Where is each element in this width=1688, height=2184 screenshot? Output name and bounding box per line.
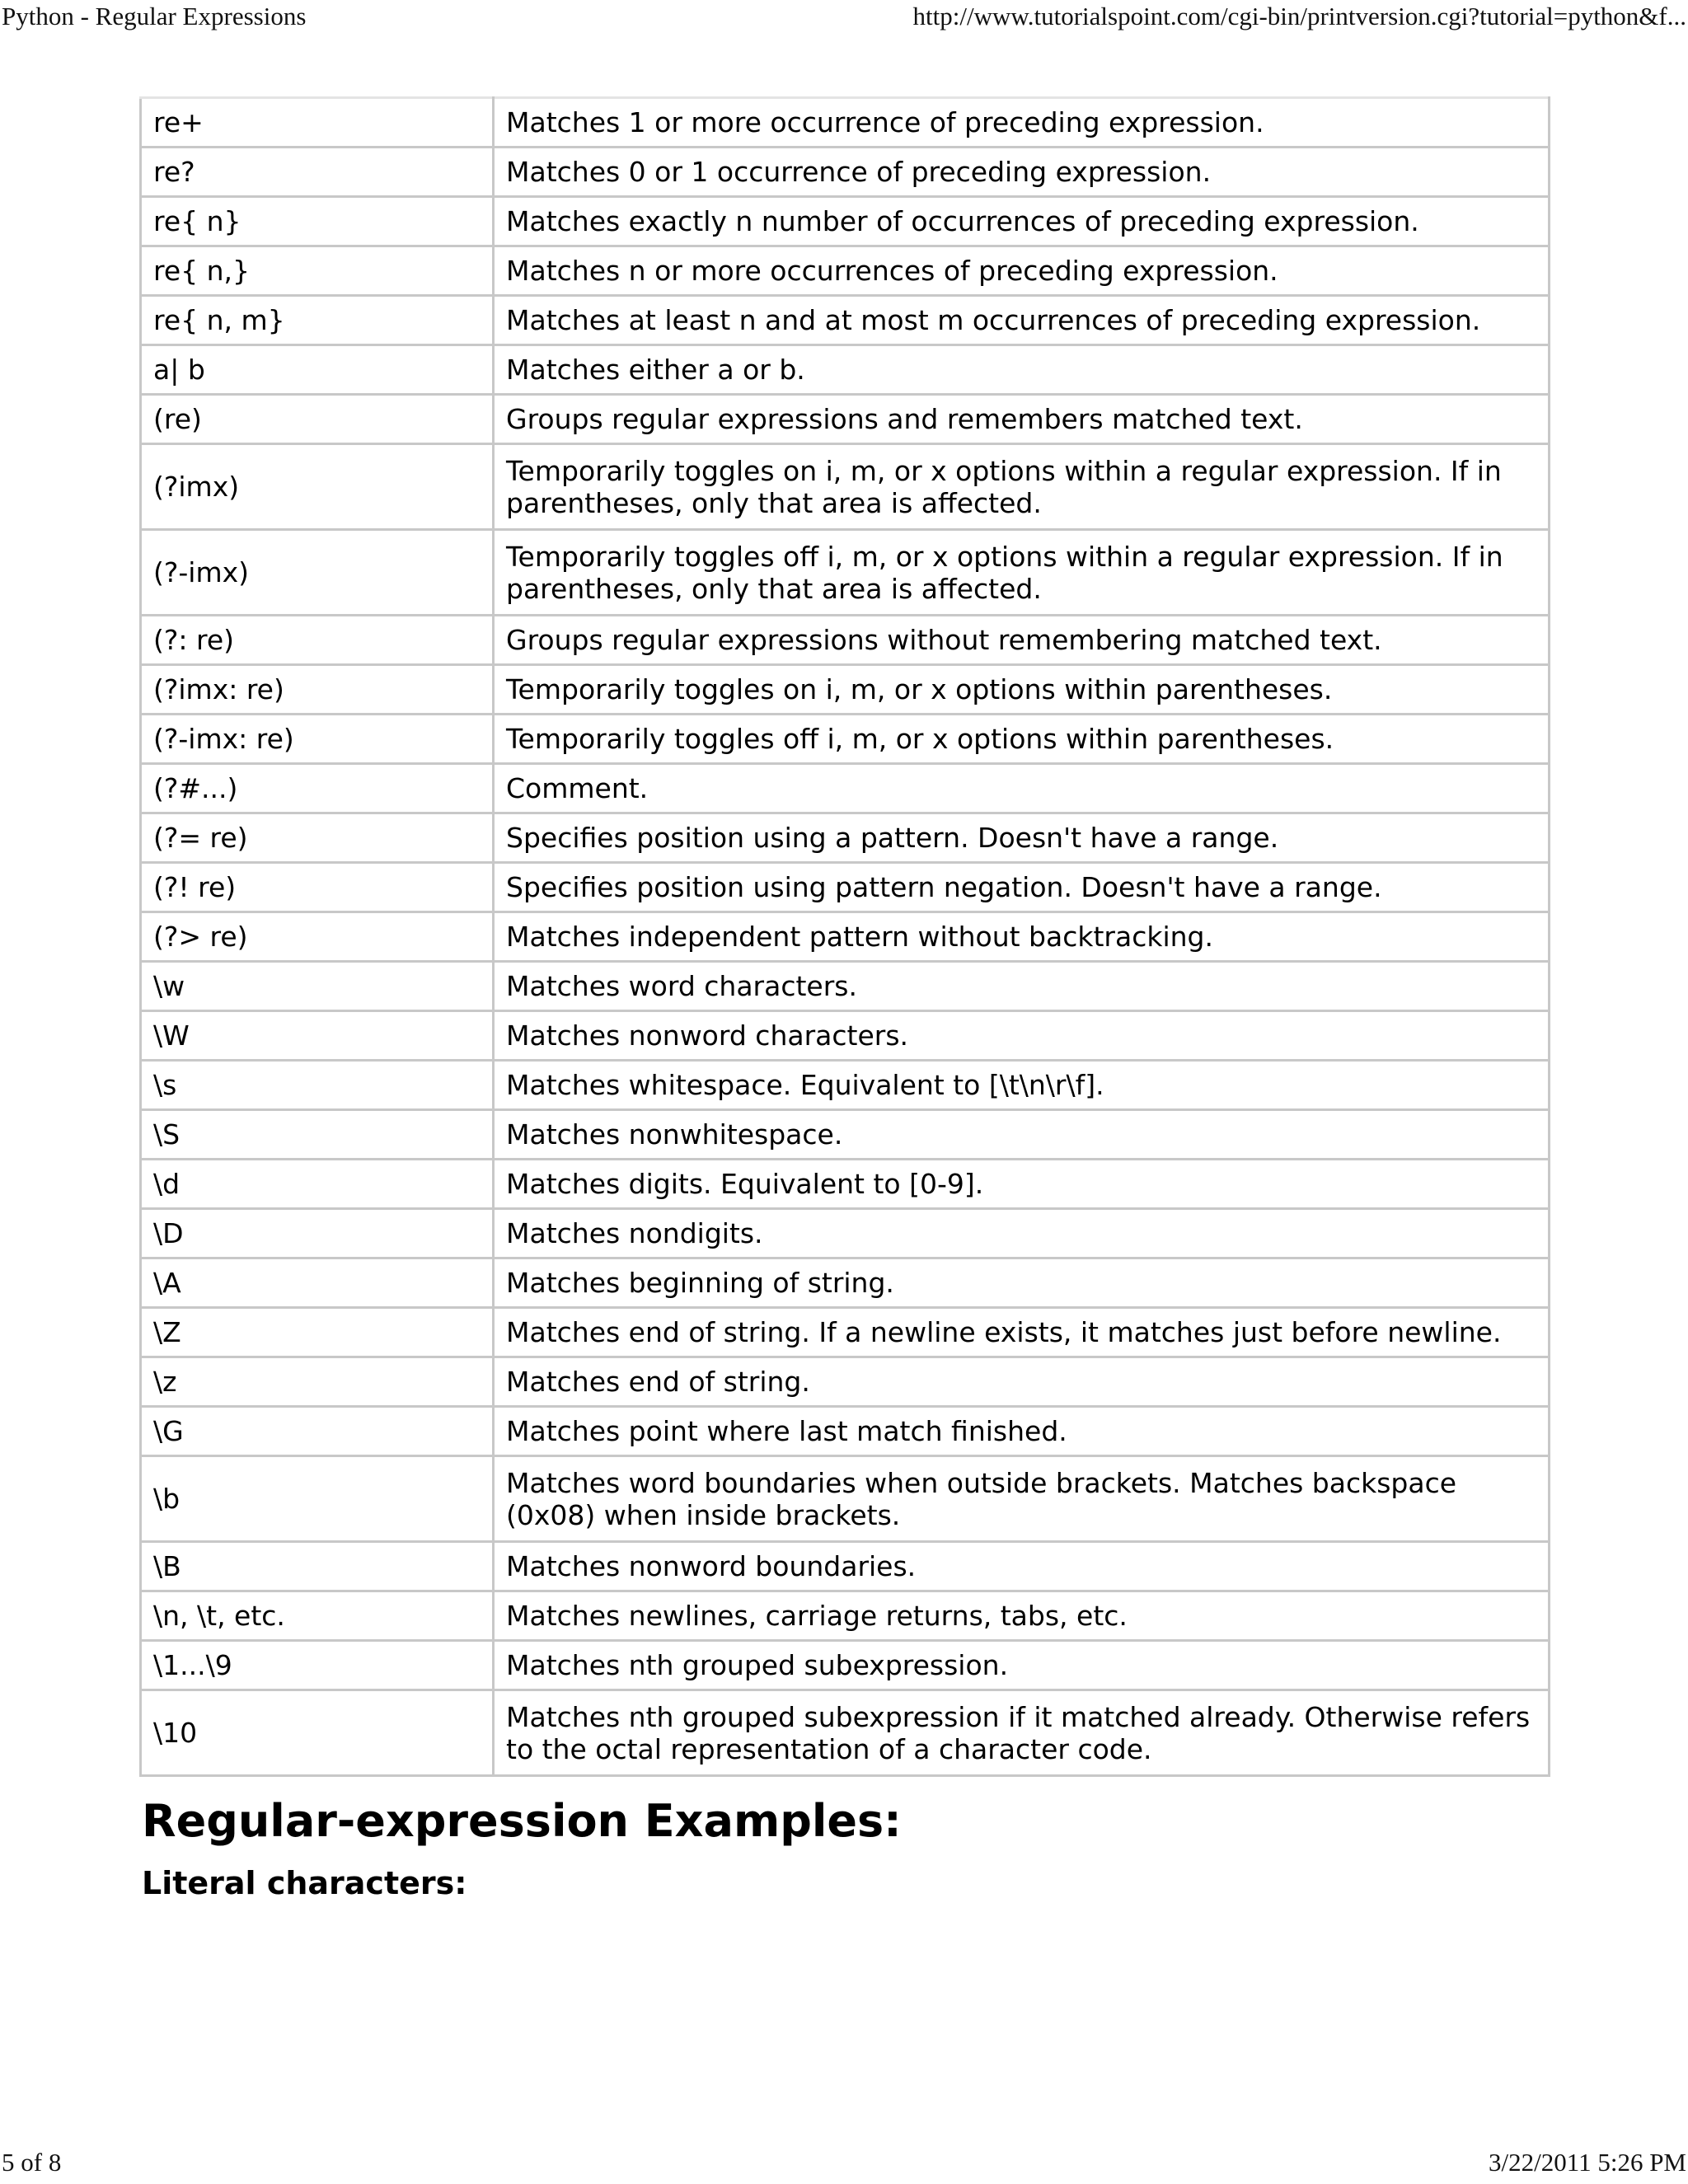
description-cell: Matches at least n and at most m occurrences of preceding expression. <box>494 296 1550 345</box>
description-cell: Matches whitespace. Equivalent to [\t\n\r\f]. <box>494 1061 1550 1110</box>
table-row <box>141 1456 1550 1542</box>
pattern-cell: re? <box>141 148 494 197</box>
print-footer <box>0 2148 1688 2181</box>
description-cell: Matches newlines, carriage returns, tabs, etc. <box>494 1591 1550 1641</box>
pattern-cell: (?imx: re) <box>141 665 494 715</box>
pattern-cell: (?-imx) <box>141 530 494 616</box>
page-title: Python - Regular Expressions <box>2 2 307 30</box>
table-row <box>141 1542 1550 1591</box>
pattern-cell: (re) <box>141 395 494 444</box>
description-cell: Matches nondigits. <box>494 1209 1550 1258</box>
table-row <box>141 1641 1550 1690</box>
table-row <box>141 1308 1550 1357</box>
section-heading: Regular-expression Examples: <box>142 1795 902 1847</box>
description-cell: Matches word characters. <box>494 962 1550 1011</box>
table-row <box>141 296 1550 345</box>
description-cell: Groups regular expressions without remembering matched text. <box>494 616 1550 665</box>
pattern-cell: (?-imx: re) <box>141 715 494 764</box>
table-row <box>141 246 1550 296</box>
pattern-cell: (?! re) <box>141 863 494 912</box>
pattern-cell: re{ n,} <box>141 246 494 296</box>
description-cell: Matches exactly n number of occurrences of preceding expression. <box>494 197 1550 246</box>
page-content <box>139 96 1550 1902</box>
page-url: http://www.tutorialspoint.com/cgi-bin/printversion.cgi?tutorial=python&f... <box>912 2 1686 30</box>
table-row <box>141 1407 1550 1456</box>
table-row <box>141 715 1550 764</box>
description-cell: Matches nonword boundaries. <box>494 1542 1550 1591</box>
regex-pattern-table <box>139 96 1550 1777</box>
pattern-cell: \1...\9 <box>141 1641 494 1690</box>
pattern-cell: \B <box>141 1542 494 1591</box>
pattern-cell: \n, \t, etc. <box>141 1591 494 1641</box>
description-cell: Specifies position using pattern negation. Doesn't have a range. <box>494 863 1550 912</box>
pattern-cell: (?= re) <box>141 813 494 863</box>
pattern-cell: \w <box>141 962 494 1011</box>
description-cell: Groups regular expressions and remembers matched text. <box>494 395 1550 444</box>
table-row <box>141 1011 1550 1061</box>
description-cell: Temporarily toggles on i, m, or x options within parentheses. <box>494 665 1550 715</box>
pattern-cell: a| b <box>141 345 494 395</box>
description-cell: Matches independent pattern without backtracking. <box>494 912 1550 962</box>
page-number: 5 of 8 <box>2 2148 62 2177</box>
table-row <box>141 1061 1550 1110</box>
pattern-cell: (?#...) <box>141 764 494 813</box>
table-row <box>141 1160 1550 1209</box>
table-row <box>141 764 1550 813</box>
print-datetime: 3/22/2011 5:26 PM <box>1489 2148 1686 2177</box>
description-cell: Temporarily toggles off i, m, or x options within parentheses. <box>494 715 1550 764</box>
table-row <box>141 665 1550 715</box>
table-row <box>141 1258 1550 1308</box>
table-row <box>141 444 1550 530</box>
table-row <box>141 98 1550 148</box>
table-row <box>141 1110 1550 1160</box>
description-cell: Matches n or more occurrences of preceding expression. <box>494 246 1550 296</box>
print-header <box>0 2 1688 35</box>
description-cell: Matches 1 or more occurrence of preceding expression. <box>494 98 1550 148</box>
pattern-cell: \d <box>141 1160 494 1209</box>
pattern-cell: \D <box>141 1209 494 1258</box>
pattern-cell: \10 <box>141 1690 494 1776</box>
table-row <box>141 1209 1550 1258</box>
pattern-cell: \S <box>141 1110 494 1160</box>
table-row <box>141 912 1550 962</box>
pattern-cell: \G <box>141 1407 494 1456</box>
table-row <box>141 863 1550 912</box>
description-cell: Matches point where last match finished. <box>494 1407 1550 1456</box>
table-row <box>141 1690 1550 1776</box>
pattern-cell: (?imx) <box>141 444 494 530</box>
description-cell: Matches either a or b. <box>494 345 1550 395</box>
description-cell: Matches nonwhitespace. <box>494 1110 1550 1160</box>
table-row <box>141 1357 1550 1407</box>
description-cell: Matches digits. Equivalent to [0-9]. <box>494 1160 1550 1209</box>
pattern-cell: \s <box>141 1061 494 1110</box>
description-cell: Matches end of string. <box>494 1357 1550 1407</box>
description-cell: Matches beginning of string. <box>494 1258 1550 1308</box>
description-cell: Specifies position using a pattern. Doesn't have a range. <box>494 813 1550 863</box>
pattern-cell: \Z <box>141 1308 494 1357</box>
description-cell: Matches nth grouped subexpression if it matched already. Otherwise refers to the octal representation of a character code. <box>494 1690 1550 1776</box>
table-row <box>141 813 1550 863</box>
description-cell: Matches word boundaries when outside brackets. Matches backspace (0x08) when inside brackets. <box>494 1456 1550 1542</box>
table-row <box>141 962 1550 1011</box>
description-cell: Matches end of string. If a newline exists, it matches just before newline. <box>494 1308 1550 1357</box>
pattern-cell: \b <box>141 1456 494 1542</box>
description-cell: Matches nth grouped subexpression. <box>494 1641 1550 1690</box>
table-row <box>141 345 1550 395</box>
table-row <box>141 197 1550 246</box>
pattern-cell: \z <box>141 1357 494 1407</box>
description-cell: Temporarily toggles off i, m, or x options within a regular expression. If in parentheses, only that area is affected. <box>494 530 1550 616</box>
pattern-cell: (?: re) <box>141 616 494 665</box>
description-cell: Temporarily toggles on i, m, or x options within a regular expression. If in parentheses, only that area is affected. <box>494 444 1550 530</box>
table-row <box>141 1591 1550 1641</box>
description-cell: Matches nonword characters. <box>494 1011 1550 1061</box>
description-cell: Matches 0 or 1 occurrence of preceding expression. <box>494 148 1550 197</box>
table-row <box>141 530 1550 616</box>
table-row <box>141 148 1550 197</box>
subsection-heading: Literal characters: <box>142 1865 467 1901</box>
pattern-cell: \A <box>141 1258 494 1308</box>
pattern-cell: re{ n, m} <box>141 296 494 345</box>
pattern-cell: \W <box>141 1011 494 1061</box>
table-row <box>141 395 1550 444</box>
pattern-cell: (?> re) <box>141 912 494 962</box>
pattern-cell: re{ n} <box>141 197 494 246</box>
table-row <box>141 616 1550 665</box>
description-cell: Comment. <box>494 764 1550 813</box>
pattern-cell: re+ <box>141 98 494 148</box>
